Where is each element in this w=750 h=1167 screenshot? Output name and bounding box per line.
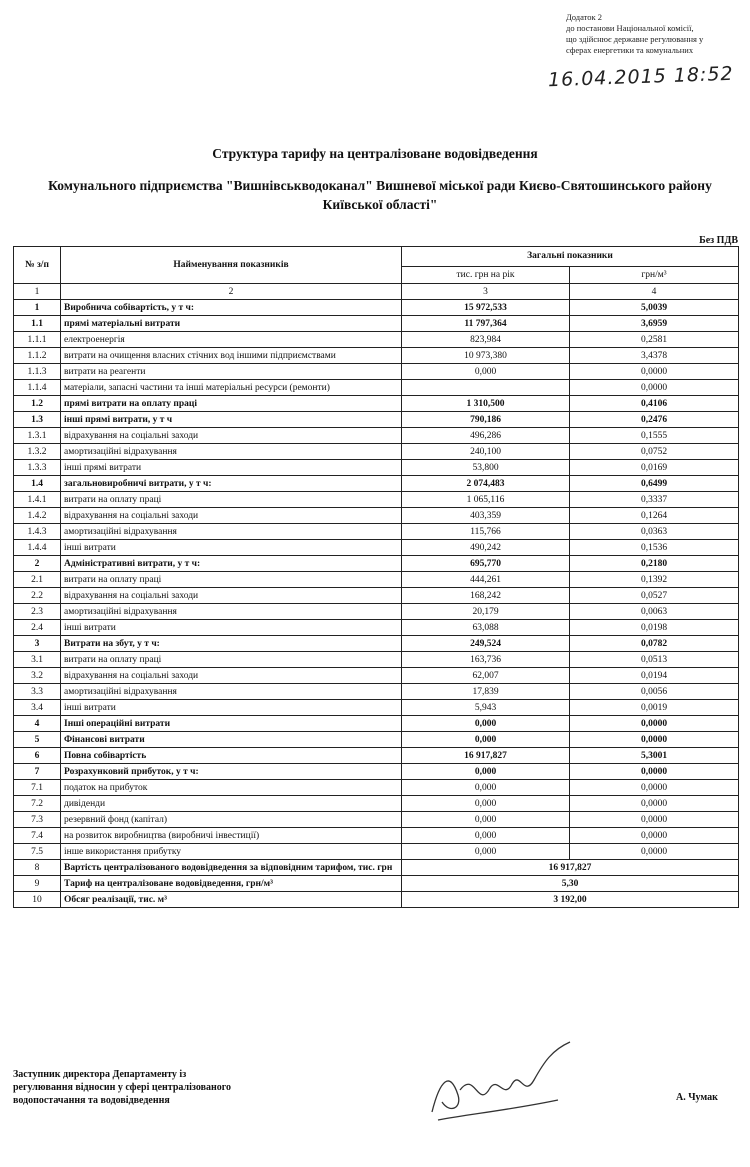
row-year-value-cell: 5,943 — [402, 700, 570, 716]
table-row — [14, 604, 739, 620]
summary-name-cell: Обсяг реалізації, тис. м³ — [61, 892, 402, 908]
row-m3-value-cell: 0,0194 — [570, 668, 739, 684]
row-m3-value-cell: 0,0000 — [570, 716, 739, 732]
annex-line: сферах енергетики та комунальних — [566, 45, 694, 55]
row-m3-value-cell: 3,6959 — [570, 316, 739, 332]
row-name-cell: витрати на оплату праці — [61, 652, 402, 668]
index-cell: 1 — [14, 284, 61, 300]
table-row — [14, 828, 739, 844]
row-m3-value-cell: 0,0019 — [570, 700, 739, 716]
row-num-cell: 1.4.4 — [14, 540, 61, 556]
row-year-value-cell: 62,007 — [402, 668, 570, 684]
table-row — [14, 428, 739, 444]
row-name-cell: дивіденди — [61, 796, 402, 812]
row-year-value-cell: 0,000 — [402, 780, 570, 796]
row-year-value-cell: 496,286 — [402, 428, 570, 444]
summary-value-cell: 3 192,00 — [402, 892, 739, 908]
row-year-value-cell: 163,736 — [402, 652, 570, 668]
summary-num-cell: 8 — [14, 860, 61, 876]
summary-name-cell: Тариф на централізоване водовідведення, грн/м³ — [61, 876, 402, 892]
row-year-value-cell: 1 310,500 — [402, 396, 570, 412]
table-row — [14, 300, 739, 316]
row-name-cell: резервний фонд (капітал) — [61, 812, 402, 828]
row-year-value-cell: 17,839 — [402, 684, 570, 700]
row-name-cell: витрати на оплату праці — [61, 492, 402, 508]
position-line: Заступник директора Департаменту із — [13, 1069, 187, 1080]
row-year-value-cell: 0,000 — [402, 716, 570, 732]
table-row — [14, 652, 739, 668]
row-name-cell: інше використання прибутку — [61, 844, 402, 860]
row-year-value-cell: 63,088 — [402, 620, 570, 636]
row-m3-value-cell: 0,0513 — [570, 652, 739, 668]
table-row — [14, 716, 739, 732]
annex-line: до постанови Національної комісії, — [566, 23, 694, 33]
row-m3-value-cell: 0,1392 — [570, 572, 739, 588]
row-m3-value-cell: 0,6499 — [570, 476, 739, 492]
row-year-value-cell: 168,242 — [402, 588, 570, 604]
row-num-cell: 1.1.1 — [14, 332, 61, 348]
row-year-value-cell: 53,800 — [402, 460, 570, 476]
row-year-value-cell: 11 797,364 — [402, 316, 570, 332]
signature-stroke — [432, 1042, 570, 1120]
row-year-value-cell — [402, 380, 570, 396]
row-num-cell: 1.1.3 — [14, 364, 61, 380]
row-m3-value-cell: 0,0752 — [570, 444, 739, 460]
row-year-value-cell: 0,000 — [402, 844, 570, 860]
row-name-cell: інші витрати — [61, 540, 402, 556]
table-row — [14, 444, 739, 460]
row-m3-value-cell: 0,0056 — [570, 684, 739, 700]
row-year-value-cell: 695,770 — [402, 556, 570, 572]
summary-num-cell: 9 — [14, 876, 61, 892]
table-row — [14, 364, 739, 380]
row-name-cell: Адміністративні витрати, у т ч: — [61, 556, 402, 572]
tariff-table — [13, 246, 739, 908]
row-m3-value-cell: 0,0000 — [570, 764, 739, 780]
row-m3-value-cell: 0,4106 — [570, 396, 739, 412]
summary-value-cell: 5,30 — [402, 876, 739, 892]
row-m3-value-cell: 0,1536 — [570, 540, 739, 556]
row-m3-value-cell: 3,4378 — [570, 348, 739, 364]
row-name-cell: загальновиробничі витрати, у т ч: — [61, 476, 402, 492]
row-num-cell: 1.4.3 — [14, 524, 61, 540]
header-general: Загальні показники — [402, 247, 739, 267]
row-m3-value-cell: 0,2180 — [570, 556, 739, 572]
row-year-value-cell: 444,261 — [402, 572, 570, 588]
row-num-cell: 2.3 — [14, 604, 61, 620]
row-year-value-cell: 1 065,116 — [402, 492, 570, 508]
row-year-value-cell: 0,000 — [402, 812, 570, 828]
row-name-cell: інші витрати — [61, 620, 402, 636]
row-num-cell: 1.1 — [14, 316, 61, 332]
row-name-cell: електроенергія — [61, 332, 402, 348]
row-year-value-cell: 249,524 — [402, 636, 570, 652]
row-m3-value-cell: 0,2581 — [570, 332, 739, 348]
position-line: водопостачання та водовідведення — [13, 1095, 170, 1106]
position-line: регулювання відносин у сфері централізованого — [13, 1082, 232, 1093]
row-name-cell: витрати на реагенти — [61, 364, 402, 380]
row-name-cell: Фінансові витрати — [61, 732, 402, 748]
row-m3-value-cell: 0,0169 — [570, 460, 739, 476]
row-num-cell: 7.3 — [14, 812, 61, 828]
document-subtitle: Комунального підприємства "Вишнівськводоканал" Вишневої міської ради Києво-Святошинського району Київської області" — [48, 178, 712, 212]
row-year-value-cell: 823,984 — [402, 332, 570, 348]
row-m3-value-cell: 0,0363 — [570, 524, 739, 540]
table-row — [14, 476, 739, 492]
row-m3-value-cell: 0,0000 — [570, 732, 739, 748]
row-num-cell: 5 — [14, 732, 61, 748]
row-m3-value-cell: 0,0000 — [570, 828, 739, 844]
table-row — [14, 380, 739, 396]
table-row — [14, 812, 739, 828]
row-name-cell: амортизаційні відрахування — [61, 604, 402, 620]
row-name-cell: амортизаційні відрахування — [61, 444, 402, 460]
row-m3-value-cell: 0,1264 — [570, 508, 739, 524]
row-name-cell: прямі матеріальні витрати — [61, 316, 402, 332]
row-num-cell: 3 — [14, 636, 61, 652]
table-row — [14, 460, 739, 476]
row-m3-value-cell: 0,0000 — [570, 844, 739, 860]
row-num-cell: 3.4 — [14, 700, 61, 716]
row-name-cell: Інші операційні витрати — [61, 716, 402, 732]
table-row — [14, 332, 739, 348]
row-name-cell: відрахування на соціальні заходи — [61, 428, 402, 444]
row-m3-value-cell: 0,3337 — [570, 492, 739, 508]
summary-row — [14, 892, 739, 908]
row-year-value-cell: 240,100 — [402, 444, 570, 460]
row-num-cell: 4 — [14, 716, 61, 732]
row-num-cell: 3.1 — [14, 652, 61, 668]
table-row — [14, 492, 739, 508]
row-m3-value-cell: 0,0000 — [570, 380, 739, 396]
row-year-value-cell: 0,000 — [402, 828, 570, 844]
row-year-value-cell: 20,179 — [402, 604, 570, 620]
row-m3-value-cell: 0,0000 — [570, 364, 739, 380]
table-row — [14, 636, 739, 652]
table-row — [14, 844, 739, 860]
row-num-cell: 6 — [14, 748, 61, 764]
row-m3-value-cell: 0,0000 — [570, 796, 739, 812]
index-cell: 3 — [402, 284, 570, 300]
table-row — [14, 572, 739, 588]
row-m3-value-cell: 0,0527 — [570, 588, 739, 604]
row-num-cell: 1.4 — [14, 476, 61, 492]
row-name-cell: витрати на очищення власних стічних вод іншими підприємствами — [61, 348, 402, 364]
row-num-cell: 7.2 — [14, 796, 61, 812]
row-name-cell: Витрати на збут, у т ч: — [61, 636, 402, 652]
row-year-value-cell: 10 973,380 — [402, 348, 570, 364]
row-m3-value-cell: 0,0000 — [570, 812, 739, 828]
header-per-m3: грн/м³ — [570, 266, 739, 283]
row-num-cell: 2 — [14, 556, 61, 572]
table-row — [14, 396, 739, 412]
row-m3-value-cell: 0,0198 — [570, 620, 739, 636]
table-row — [14, 700, 739, 716]
row-name-cell: Повна собівартість — [61, 748, 402, 764]
row-name-cell: амортизаційні відрахування — [61, 684, 402, 700]
row-m3-value-cell: 0,0063 — [570, 604, 739, 620]
table-row — [14, 620, 739, 636]
row-name-cell: Виробнича собівартість, у т ч: — [61, 300, 402, 316]
annex-note — [566, 12, 750, 56]
row-year-value-cell: 0,000 — [402, 764, 570, 780]
summary-name-cell: Вартість централізованого водовідведення за відповідним тарифом, тис. грн — [61, 860, 402, 876]
row-name-cell: прямі витрати на оплату праці — [61, 396, 402, 412]
row-year-value-cell: 0,000 — [402, 364, 570, 380]
row-name-cell: Розрахунковий прибуток, у т ч: — [61, 764, 402, 780]
row-num-cell: 1 — [14, 300, 61, 316]
table-row — [14, 508, 739, 524]
header-per-year: тис. грн на рік — [402, 266, 570, 283]
row-m3-value-cell: 0,0000 — [570, 780, 739, 796]
summary-num-cell: 10 — [14, 892, 61, 908]
row-num-cell: 2.4 — [14, 620, 61, 636]
row-year-value-cell: 2 074,483 — [402, 476, 570, 492]
table-row — [14, 684, 739, 700]
row-year-value-cell: 15 972,533 — [402, 300, 570, 316]
row-num-cell: 1.2 — [14, 396, 61, 412]
row-num-cell: 1.3 — [14, 412, 61, 428]
table-row — [14, 748, 739, 764]
table-row — [14, 732, 739, 748]
row-num-cell: 2.2 — [14, 588, 61, 604]
row-year-value-cell: 403,359 — [402, 508, 570, 524]
signature-position — [13, 1068, 303, 1107]
table-row — [14, 412, 739, 428]
row-num-cell: 7.4 — [14, 828, 61, 844]
index-cell: 2 — [61, 284, 402, 300]
row-name-cell: витрати на оплату праці — [61, 572, 402, 588]
summary-row — [14, 860, 739, 876]
header-name: Найменування показників — [61, 247, 402, 284]
table-row — [14, 316, 739, 332]
row-name-cell: амортизаційні відрахування — [61, 524, 402, 540]
table-row — [14, 668, 739, 684]
table-row — [14, 588, 739, 604]
row-num-cell: 2.1 — [14, 572, 61, 588]
summary-value-cell: 16 917,827 — [402, 860, 739, 876]
row-num-cell: 1.1.4 — [14, 380, 61, 396]
row-name-cell: відрахування на соціальні заходи — [61, 668, 402, 684]
row-name-cell: інші прямі витрати — [61, 460, 402, 476]
table-row — [14, 556, 739, 572]
summary-row — [14, 876, 739, 892]
document-title: Структура тарифу на централізоване водовідведення — [212, 146, 538, 161]
row-num-cell: 1.4.1 — [14, 492, 61, 508]
row-year-value-cell: 790,186 — [402, 412, 570, 428]
row-m3-value-cell: 5,3001 — [570, 748, 739, 764]
annex-line: що здійснює державне регулювання у — [566, 34, 704, 44]
row-year-value-cell: 490,242 — [402, 540, 570, 556]
date-stamp: 16.04.2015 18:52 — [547, 62, 734, 92]
row-year-value-cell: 115,766 — [402, 524, 570, 540]
annex-line: Додаток 2 — [566, 12, 603, 22]
row-num-cell: 1.3.3 — [14, 460, 61, 476]
table-row — [14, 764, 739, 780]
row-m3-value-cell: 0,2476 — [570, 412, 739, 428]
header-num: № з/п — [14, 247, 61, 284]
row-m3-value-cell: 0,1555 — [570, 428, 739, 444]
row-year-value-cell: 0,000 — [402, 796, 570, 812]
signatory-name: А. Чумак — [676, 1092, 718, 1103]
row-num-cell: 1.4.2 — [14, 508, 61, 524]
row-name-cell: податок на прибуток — [61, 780, 402, 796]
row-m3-value-cell: 5,0039 — [570, 300, 739, 316]
row-name-cell: інші витрати — [61, 700, 402, 716]
table-row — [14, 348, 739, 364]
row-num-cell: 7 — [14, 764, 61, 780]
row-num-cell: 7.5 — [14, 844, 61, 860]
table-row — [14, 796, 739, 812]
row-name-cell: матеріали, запасні частини та інші матеріальні ресурси (ремонти) — [61, 380, 402, 396]
row-name-cell: на розвиток виробництва (виробничі інвестиції) — [61, 828, 402, 844]
row-name-cell: інші прямі витрати, у т ч — [61, 412, 402, 428]
row-num-cell: 1.3.1 — [14, 428, 61, 444]
table-row — [14, 524, 739, 540]
row-name-cell: відрахування на соціальні заходи — [61, 588, 402, 604]
index-cell: 4 — [570, 284, 739, 300]
row-name-cell: відрахування на соціальні заходи — [61, 508, 402, 524]
vat-note: Без ПДВ — [699, 235, 738, 246]
row-year-value-cell: 16 917,827 — [402, 748, 570, 764]
table-row — [14, 540, 739, 556]
table-row — [14, 780, 739, 796]
row-num-cell: 7.1 — [14, 780, 61, 796]
row-year-value-cell: 0,000 — [402, 732, 570, 748]
row-num-cell: 1.1.2 — [14, 348, 61, 364]
row-m3-value-cell: 0,0782 — [570, 636, 739, 652]
row-num-cell: 1.3.2 — [14, 444, 61, 460]
row-num-cell: 3.3 — [14, 684, 61, 700]
row-num-cell: 3.2 — [14, 668, 61, 684]
handwritten-signature — [420, 1040, 580, 1130]
table-body — [14, 300, 739, 908]
